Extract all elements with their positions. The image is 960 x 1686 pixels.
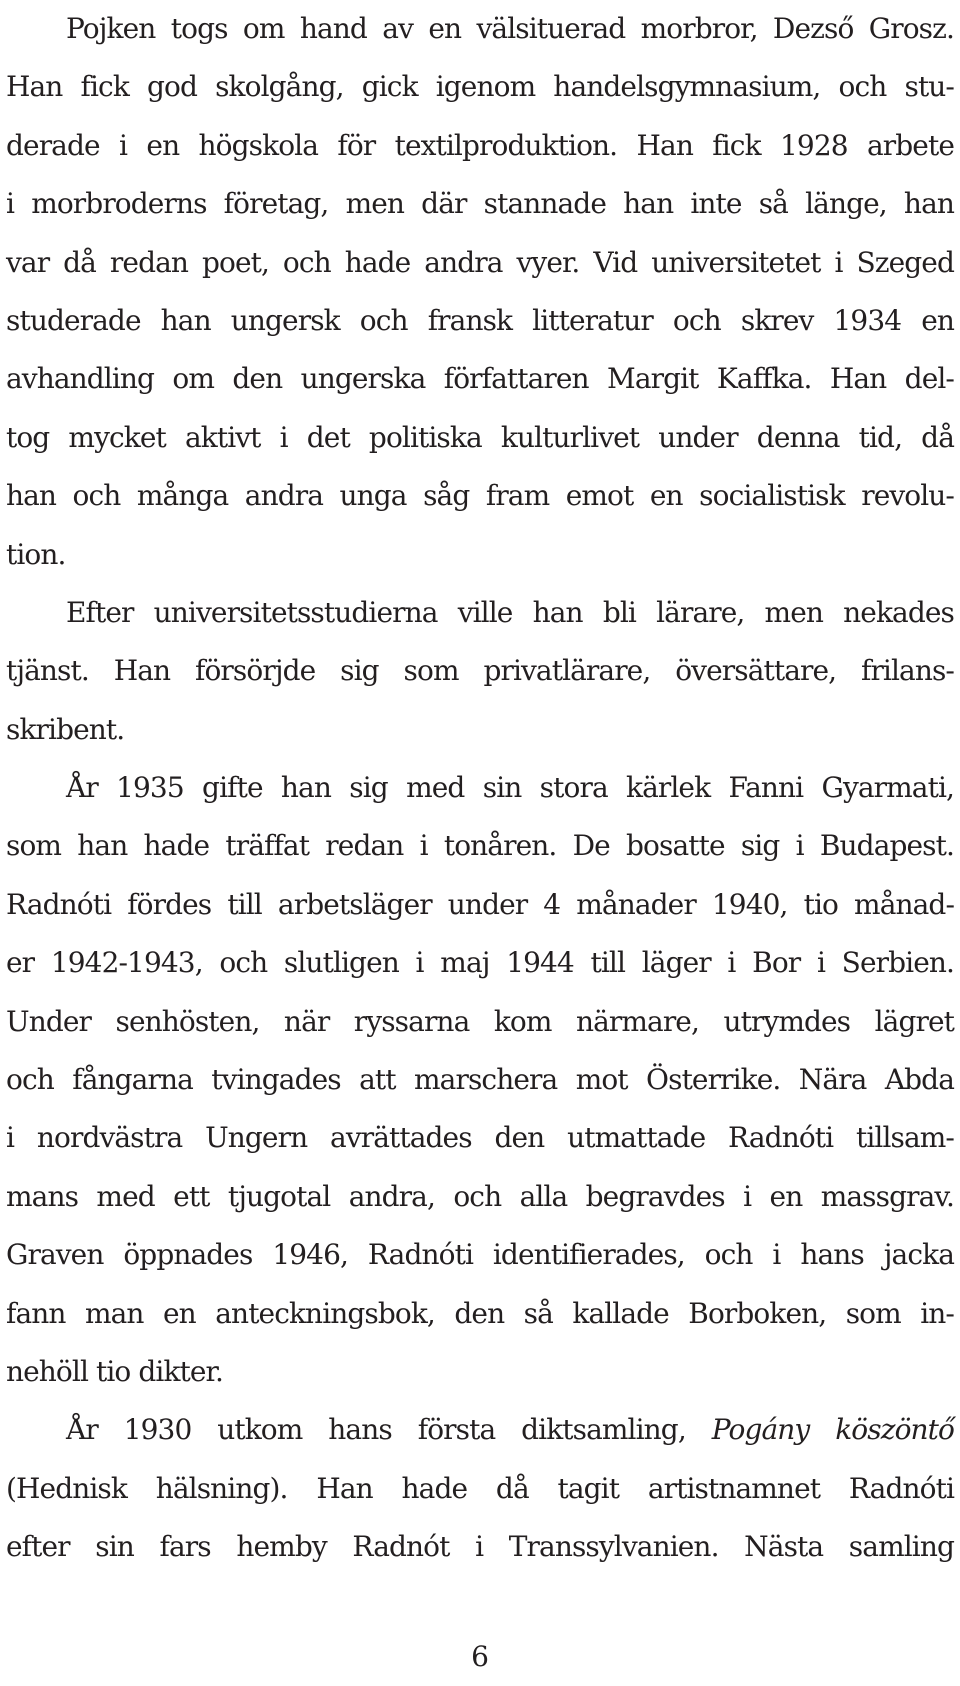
paragraph-4 (6, 1401, 954, 1576)
text-line: var då redan poet, och hade andra vyer. Vid universitetet i Szeged (6, 245, 954, 279)
text-line: mans med ett tjugotal andra, och alla begravdes i en massgrav. (6, 1179, 954, 1213)
text-line: efter sin fars hemby Radnót i Transsylvanien. Nästa samling (6, 1530, 954, 1564)
text-line: nehöll tio dikter. (6, 1354, 223, 1388)
paragraph-3 (6, 759, 954, 1401)
text-line (6, 1401, 954, 1459)
text-line: studerade han ungersk och fransk litteratur och skrev 1934 en (6, 303, 954, 337)
text-line: Radnóti fördes till arbetsläger under 4 månader 1940, tio månad- (6, 887, 954, 921)
text-line: och fångarna tvingades att marschera mot Österrike. Nära Abda (6, 1063, 954, 1097)
text-line: tion. (6, 537, 66, 571)
text-line: Han fick god skolgång, gick igenom handelsgymnasium, och stu- (6, 70, 954, 104)
text-line: han och många andra unga såg fram emot en socialistisk revolu- (6, 479, 954, 513)
text-line: fann man en anteckningsbok, den så kallade Borboken, som in- (6, 1296, 954, 1330)
book-title-italic: Pogány köszöntő (711, 1413, 954, 1447)
text-line: avhandling om den ungerska författaren Margit Kaffka. Han del- (6, 362, 954, 396)
paragraph-1 (6, 0, 954, 584)
text-line: er 1942-1943, och slutligen i maj 1944 till läger i Bor i Serbien. (6, 946, 954, 980)
text-line: i morbroderns företag, men där stannade han inte så länge, han (6, 187, 954, 221)
text-line: Efter universitetsstudierna ville han bli lärare, men nekades (66, 595, 954, 629)
text-line: skribent. (6, 712, 125, 746)
text-line: År 1935 gifte han sig med sin stora kärlek Fanni Gyarmati, (66, 771, 954, 805)
text-line: tog mycket aktivt i det politiska kulturlivet under denna tid, då (6, 420, 954, 454)
text-line: Graven öppnades 1946, Radnóti identifierades, och i hans jacka (6, 1238, 954, 1272)
text-column (6, 0, 954, 1577)
text-line: i nordvästra Ungern avrättades den utmattade Radnóti tillsam- (6, 1121, 954, 1155)
text-line: Under senhösten, när ryssarna kom närmare, utrymdes lägret (6, 1004, 954, 1038)
text-line: tjänst. Han försörjde sig som privatlärare, översättare, frilans- (6, 654, 954, 688)
page-number: 6 (471, 1640, 489, 1673)
text-run: År 1930 utkom hans första diktsamling, (66, 1413, 712, 1447)
text-line: derade i en högskola för textilproduktion. Han fick 1928 arbete (6, 128, 954, 162)
text-line: (Hednisk hälsning). Han hade då tagit artistnamnet Radnóti (6, 1471, 954, 1505)
text-line: Pojken togs om hand av en välsituerad morbror, Dezső Grosz. (66, 12, 954, 45)
paragraph-2 (6, 584, 954, 759)
text-line: som han hade träffat redan i tonåren. De bosatte sig i Budapest. (6, 829, 954, 863)
